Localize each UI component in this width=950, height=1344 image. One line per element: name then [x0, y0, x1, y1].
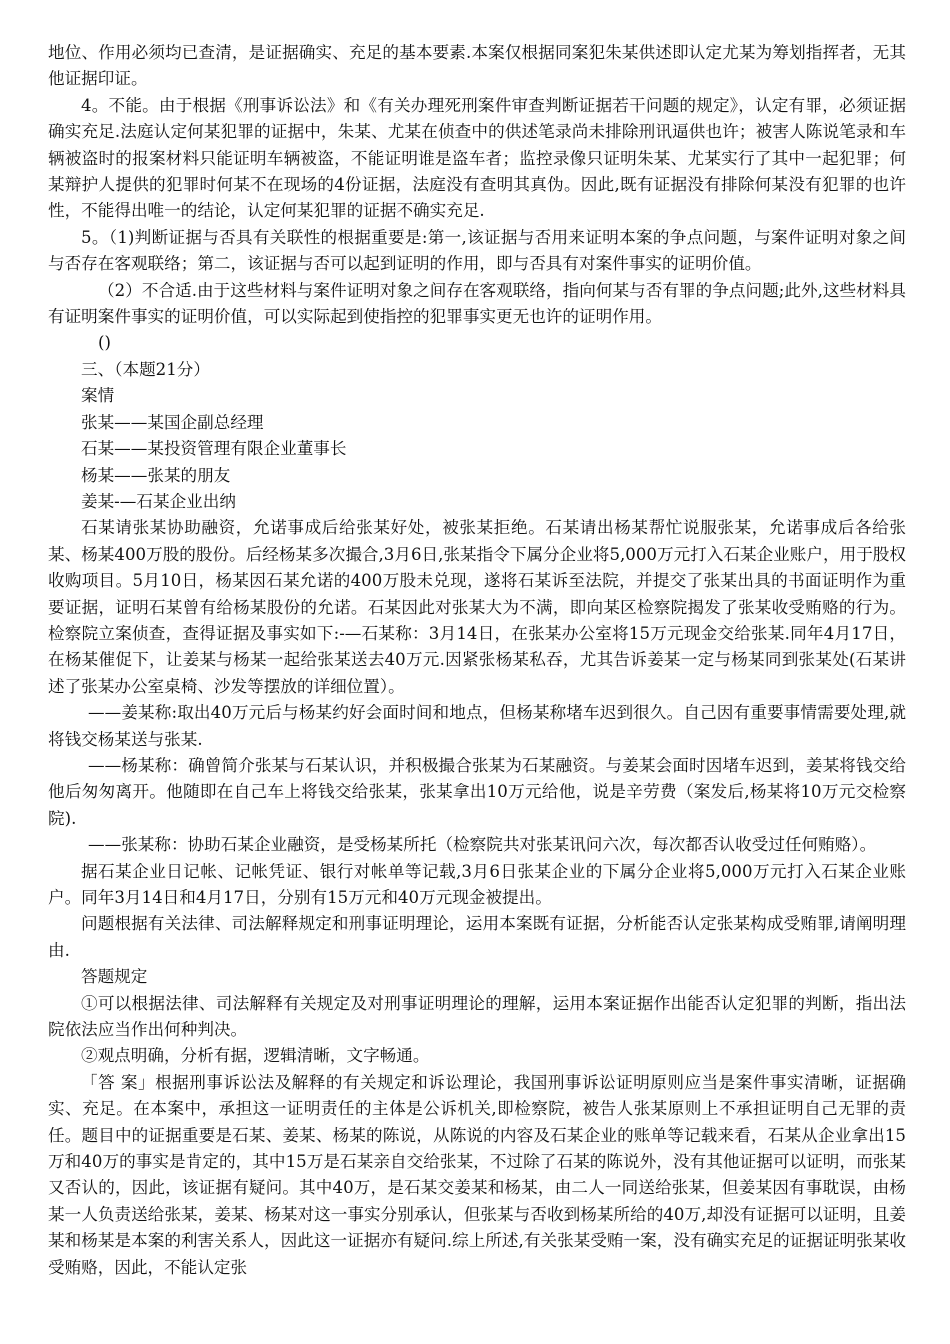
paragraph-evidence-conclusion: 地位、作用必须均已查清，是证据确实、充足的基本要素.本案仅根据同案犯朱某供述即认定尤某为筹划指挥者，无其他证据印证。 — [48, 43, 906, 89]
paragraph-question: 问题根据有关法律、司法解释规定和刑事证明理论，运用本案既有证据，分析能否认定张某构成受贿罪,请阐明理由. — [48, 914, 906, 960]
paragraph-case-facts: 石某请张某协助融资，允诺事成后给张某好处，被张某拒绝。石某请出杨某帮忙说服张某，允诺事成后各给张某、杨某400万股的股份。后经杨某多次撮合,3月6日,张某指令下属分企业将5,000万元打入石某企业账户，用于股权收购项目。5月10日，杨某因石某允诺的400万股未兑现，遂将石某诉至法院，并提交了张某出具的书面证明作为重要证据，证明石某曾有给杨某股份的允诺。石某因此对张某大为不满，即向某区检察院揭发了张某收受贿赂的行为。检察院立案侦查，查得证据及事实如下:-—石某称：3月14日，在张某办公室将15万元现金交给张某.同年4月17日，在杨某催促下，让姜某与杨某一起给张某送去40万元.因紧张杨某私吞，尤其告诉姜某一定与杨某同到张某处(石某讲述了张某办公室桌椅、沙发等摆放的详细位置）。 — [48, 518, 906, 696]
paragraph-answer-4: 4。不能。由于根据《刑事诉讼法》和《有关办理死刑案件审查判断证据若干问题的规定》，认定有罪，必须证据确实充足.法庭认定何某犯罪的证据中，朱某、尤某在侦查中的供述笔录尚未排除刑讯逼供也许；被害人陈说笔录和车辆被盗时的报案材料只能证明车辆被盗，不能证明谁是盗车者；监控录像只证明朱某、尤某实行了其中一起犯罪；何某辩护人提供的犯罪时何某不在现场的4份证据，法庭没有查明其真伪。因此,既有证据没有排除何某没有犯罪的也许性，不能得出唯一的结论，认定何某犯罪的证据不确实充足. — [48, 95, 906, 221]
paragraph-records: 据石某企业日记帐、记帐凭证、银行对帐单等记载,3月6日张某企业的下属分企业将5,000万元打入石某企业账户。同年3月14日和4月17日，分别有15万元和40万元现金被提出。 — [48, 861, 906, 907]
paragraph-yang-statement: ——杨某称：确曾简介张某与石某认识，并积极撮合张某为石某融资。与姜某会面时因堵车迟到，姜某将钱交给他后匆匆离开。他随即在自己车上将钱交给张某，张某拿出10万元给他，说是辛劳费（案发后,杨某将10万元交检察院). — [48, 755, 906, 828]
paragraph-answer-5-2: （2）不合适.由于这些材料与案件证明对象之间存在客观联络，指向何某与否有罪的争点问题;此外,这些材料具有证明案件事实的证明价值，可以实际起到使指控的犯罪事实更无也许的证明作用。 — [48, 280, 906, 327]
answer-rule-1: ①可以根据法律、司法解释有关规定及对刑事证明理论的理解，运用本案证据作出能否认定犯罪的判断，指出法院依法应当作出何种判决。 — [48, 993, 906, 1040]
answer-rules-heading: 答题规定 — [81, 967, 148, 987]
paragraph-jiang-statement: ——姜某称:取出40万元后与杨某约好会面时间和地点，但杨某称堵车迟到很久。自己因有重要事情需要处理,就将钱交杨某送与张某. — [48, 703, 906, 749]
answer-rule-2: ②观点明确，分析有据，逻辑清晰，文字畅通。 — [81, 1046, 430, 1066]
paragraph-zhang-statement: ——张某称：协助石某企业融资，是受杨某所托（检察院共对张某讯问六次，每次都否认收受过任何贿赂）。 — [88, 835, 877, 855]
paragraph-empty-parens: () — [98, 333, 111, 353]
case-heading: 案情 — [81, 386, 115, 406]
party-shi: 石某——某投资管理有限企业董事长 — [81, 439, 347, 459]
paragraph-answer-5-1: 5。（1)判断证据与否具有关联性的根据重要是:第一,该证据与否用来证明本案的争点问题，与案件证明对象之间与否存在客观联络；第二，该证据与否可以起到证明的作用，即与否具有对案件事实的证明价值。 — [48, 227, 906, 274]
paragraph-answer: 「答 案」根据刑事诉讼法及解释的有关规定和诉讼理论，我国刑事诉讼证明原则应当是案件事实清晰，证据确实、充足。在本案中，承担这一证明责任的主体是公诉机关,即检察院，被告人张某原则上不承担证明自己无罪的责任。题目中的证据重要是石某、姜某、杨某的陈说，从陈说的内容及石某企业的账单等记载来看，石某从企业拿出15万和40万的事实是肯定的，其中15万是石某亲自交给张某，不过除了石某的陈说外，没有其他证据可以证明，而张某又否认的，因此，该证据有疑问。其中40万，是石某交姜某和杨某，由二人一同送给张某，但姜某因有事耽误，由杨某一人负责送给张某，姜某、杨某对这一事实分别承认，但张某与否收到杨某所给的40万,却没有证据可以证明，且姜某和杨某是本案的利害关系人，因此这一证据亦有疑问.综上所述,有关张某受贿一案，没有确实充足的证据证明张某收受贿赂，因此，不能认定张 — [48, 1072, 906, 1277]
party-jiang: 姜某-—石某企业出纳 — [81, 491, 236, 511]
party-zhang: 张某——某国企副总经理 — [81, 412, 264, 432]
section-heading-3: 三、（本题21分） — [81, 359, 210, 379]
party-yang: 杨某——张某的朋友 — [81, 465, 231, 485]
